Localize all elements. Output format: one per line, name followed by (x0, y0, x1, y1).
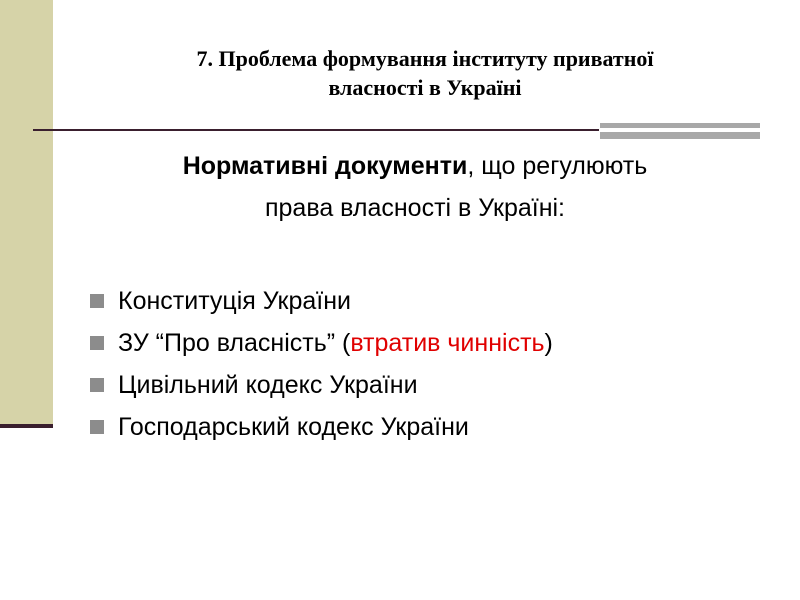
slide-title (80, 44, 770, 102)
square-bullet-icon (90, 378, 104, 392)
list-item-text-after: ) (544, 329, 553, 357)
list-item-text (118, 322, 553, 364)
slide-title-line-1: 7. Проблема формування інституту приватної (196, 46, 654, 71)
bullet-list (90, 280, 553, 448)
intro-text (95, 145, 735, 229)
list-item-text: Цивільний кодекс України (118, 371, 418, 399)
square-bullet-icon (90, 336, 104, 350)
title-divider-accent-top (600, 123, 760, 128)
list-item (90, 364, 553, 406)
title-divider (33, 129, 599, 131)
decorative-side-bar (0, 0, 53, 424)
square-bullet-icon (90, 420, 104, 434)
intro-line-1-rest: , що регулюють (467, 152, 648, 180)
title-divider-accent-bottom (600, 132, 760, 139)
intro-line-1 (95, 145, 735, 187)
slide-title-line-2: власності в Україні (328, 75, 522, 100)
list-item-text: Конституція України (118, 287, 351, 315)
intro-line-2: права власності в Україні: (264, 194, 566, 222)
decorative-side-bar-edge (0, 424, 53, 428)
list-item-text: Господарський кодекс України (118, 413, 469, 441)
intro-bold-phrase: Нормативні документи (182, 152, 468, 180)
list-item (90, 280, 553, 322)
list-item (90, 322, 553, 364)
list-item-text-before: ЗУ “Про власність” ( (118, 329, 351, 357)
square-bullet-icon (90, 294, 104, 308)
list-item (90, 406, 553, 448)
status-highlight: втратив чинність (350, 329, 545, 357)
